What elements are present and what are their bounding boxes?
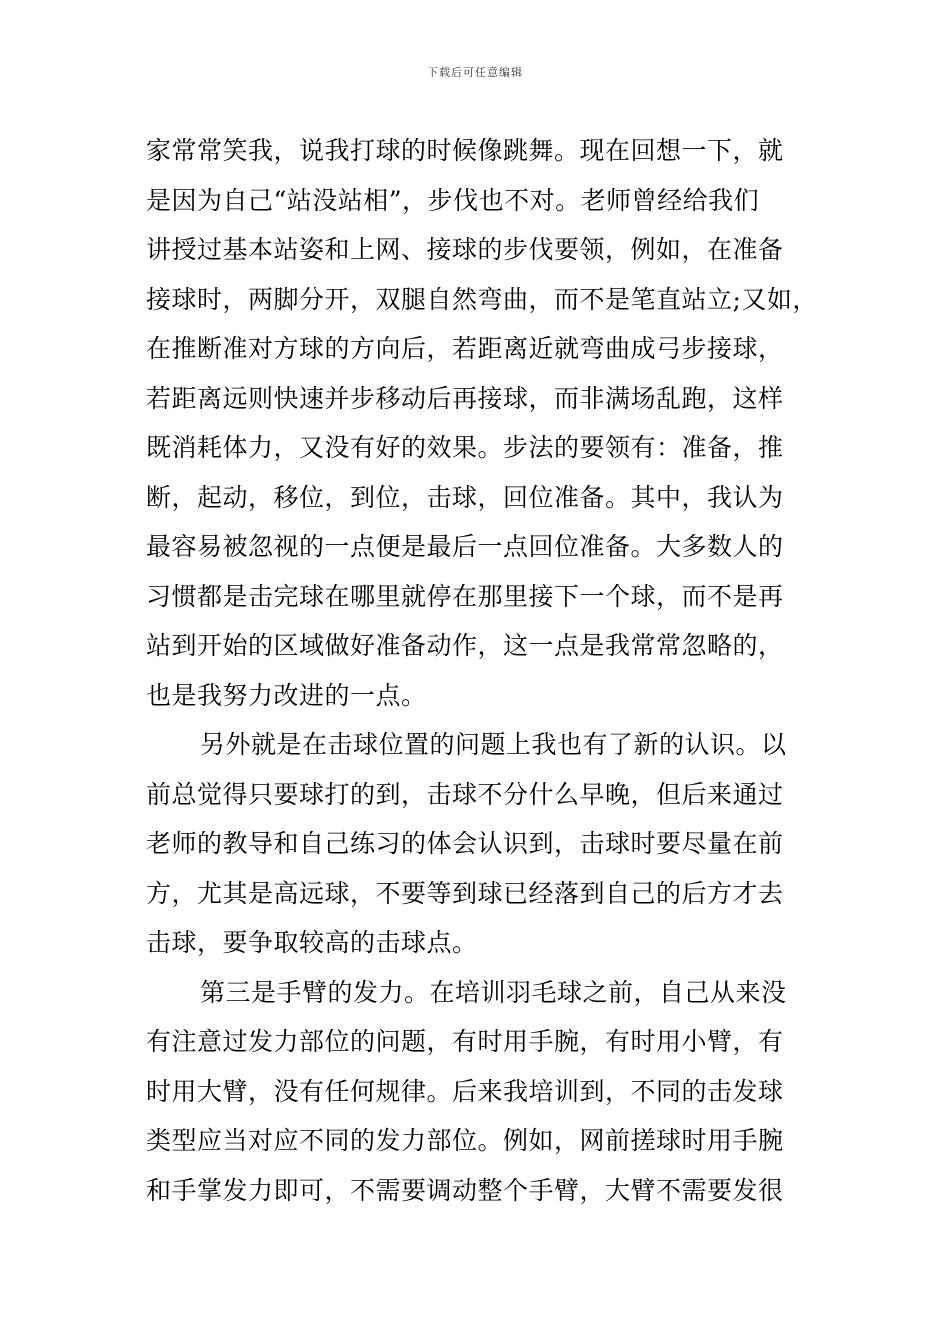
text-line: 在推断准对方球的方向后，若距离近就弯曲成弓步接球， (146, 334, 784, 363)
text-line: 和手掌发力即可，不需要调动整个手臂，大臂不需要发很 (146, 1175, 784, 1205)
text-line: 前总觉得只要球打的到，击球不分什么早晚，但后来通过 (146, 779, 784, 809)
text-line: 老师的教导和自己练习的体会认识到，击球时要尽量在前 (146, 829, 784, 858)
text-line: 最容易被忽视的一点便是最后一点回位准备。大多数人的 (146, 532, 784, 561)
text-line: 是因为自己“站没站相”，步伐也不对。老师曾经给我们 (146, 185, 760, 215)
header-note: 下载后可任意编辑 (427, 66, 523, 79)
text-line: 接球时，两脚分开，双腿自然弯曲，而不是笔直站立;又如， (146, 284, 818, 314)
text-line: 习惯都是击完球在哪里就停在那里接下一个球，而不是再 (146, 581, 784, 611)
text-line: 讲授过基本站姿和上网、接球的步伐要领，例如，在准备 (146, 235, 784, 264)
text-line: 站到开始的区域做好准备动作，这一点是我常常忽略的， (146, 631, 784, 660)
text-line: 时用大臂，没有任何规律。后来我培训到，不同的击发球 (146, 1076, 784, 1106)
text-line: 若距离远则快速并步移动后再接球，而非满场乱跑，这样 (146, 383, 784, 413)
text-line: 有注意过发力部位的问题，有时用手腕，有时用小臂，有 (146, 1027, 784, 1056)
document-body (146, 126, 816, 1215)
text-line: 家常常笑我，说我打球的时候像跳舞。现在回想一下，就 (146, 136, 784, 165)
text-line: 既消耗体力，又没有好的效果。步法的要领有：准备，推 (146, 433, 784, 462)
text-line: 方，尤其是高远球，不要等到球已经落到自己的后方才去 (146, 878, 784, 908)
text-line: 类型应当对应不同的发力部位。例如，网前搓球时用手腕 (146, 1126, 784, 1155)
paragraph-start-line: 另外就是在击球位置的问题上我也有了新的认识。以 (200, 730, 787, 759)
text-line: 击球，要争取较高的击球点。 (146, 928, 478, 957)
text-line: 断，起动，移位，到位，击球，回位准备。其中，我认为 (146, 482, 784, 512)
paragraph-start-line: 第三是手臂的发力。在培训羽毛球之前，自己从来没 (200, 977, 787, 1007)
text-line: 也是我努力改进的一点。 (146, 680, 427, 710)
